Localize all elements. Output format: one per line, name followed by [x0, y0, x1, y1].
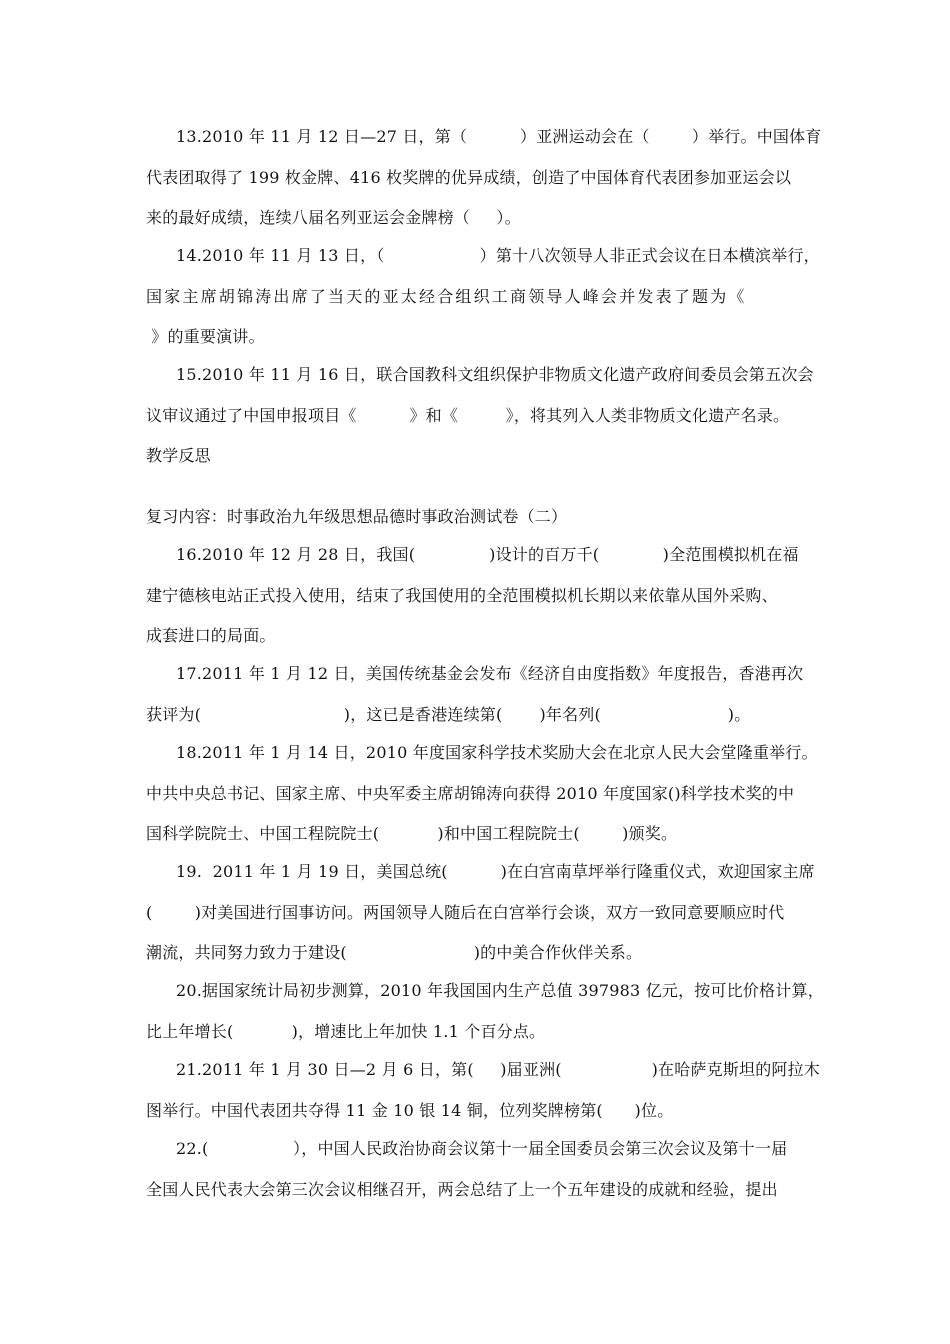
question-13-line-1: 13.2010 年 11 月 12 日—27 日，第（ ）亚洲运动会在（ ）举行。中国体育	[176, 127, 822, 146]
question-15-line-1: 15.2010 年 11 月 16 日，联合国教科文组织保护非物质文化遗产政府间委员会第五次会	[176, 365, 814, 384]
question-16-line-3: 成套进口的局面。	[146, 626, 276, 645]
question-18-line-1: 18.2011 年 1 月 14 日，2010 年度国家科学技术奖励大会在北京人民大会堂隆重举行。	[176, 743, 818, 762]
question-13-line-2: 代表团取得了 199 枚金牌、416 枚奖牌的优异成绩，创造了中国体育代表团参加亚运会以	[146, 168, 792, 187]
question-20-line-2: 比上年增长( )，增速比上年加快 1.1 个百分点。	[146, 1022, 546, 1041]
question-13-line-3: 来的最好成绩，连续八届名列亚运会金牌榜（ ）。	[146, 208, 521, 227]
question-21-line-2: 图举行。中国代表团共夺得 11 金 10 银 14 铜，位列奖牌榜第( )位。	[146, 1101, 674, 1120]
question-18-line-2: 中共中央总书记、国家主席、中央军委主席胡锦涛向获得 2010 年度国家()科学技术奖的中	[146, 784, 795, 803]
question-14-line-1: 14.2010 年 11 月 13 日，（ ）第十八次领导人非正式会议在日本横滨举行，	[176, 246, 820, 265]
question-14-line-3: 》的重要演讲。	[146, 327, 265, 346]
question-14-line-2: 国家主席胡锦涛出席了当天的亚太经合组织工商领导人峰会并发表了题为《	[146, 287, 747, 306]
question-19-line-1: 19. 2011 年 1 月 19 日，美国总统( )在白宫南草坪举行隆重仪式，欢迎国家主席	[176, 862, 815, 881]
question-16-line-1: 16.2010 年 12 月 28 日，我国( )设计的百万千( )全范围模拟机在福	[176, 545, 799, 564]
question-20-line-1: 20.据国家统计局初步测算，2010 年我国国内生产总值 397983 亿元，按可比价格计算，	[176, 981, 824, 1000]
question-22-line-2: 全国人民代表大会第三次会议相继召开，两会总结了上一个五年建设的成就和经验，提出	[146, 1180, 778, 1199]
section-heading-reflection: 教学反思	[146, 446, 211, 465]
question-17-line-1: 17.2011 年 1 月 12 日，美国传统基金会发布《经济自由度指数》年度报告，香港再次	[176, 664, 804, 683]
question-17-line-2: 获评为( )，这已是香港连续第( )年名列( )。	[146, 705, 751, 724]
question-19-line-3: 潮流，共同努力致力于建设( )的中美合作伙伴关系。	[146, 943, 643, 962]
question-15-line-2: 议审议通过了中国申报项目《 》和《 》，将其列入人类非物质文化遗产名录。	[146, 406, 790, 425]
question-19-line-2: ( )对美国进行国事访问。两国领导人随后在白宫举行会谈，双方一致同意要顺应时代	[146, 903, 785, 922]
question-22-line-1: 22.( ），中国人民政治协商会议第十一届全国委员会第三次会议及第十一届	[176, 1139, 788, 1158]
question-21-line-1: 21.2011 年 1 月 30 日—2 月 6 日，第( )届亚洲( )在哈萨克斯坦的阿拉木	[176, 1060, 821, 1079]
question-18-line-3: 国科学院院士、中国工程院院士( )和中国工程院院士( )颁奖。	[146, 824, 678, 843]
review-content-heading: 复习内容：时事政治九年级思想品德时事政治测试卷（二）	[146, 507, 568, 526]
question-16-line-2: 建宁德核电站正式投入使用，结束了我国使用的全范围模拟机长期以来依靠从国外采购、	[146, 586, 778, 605]
